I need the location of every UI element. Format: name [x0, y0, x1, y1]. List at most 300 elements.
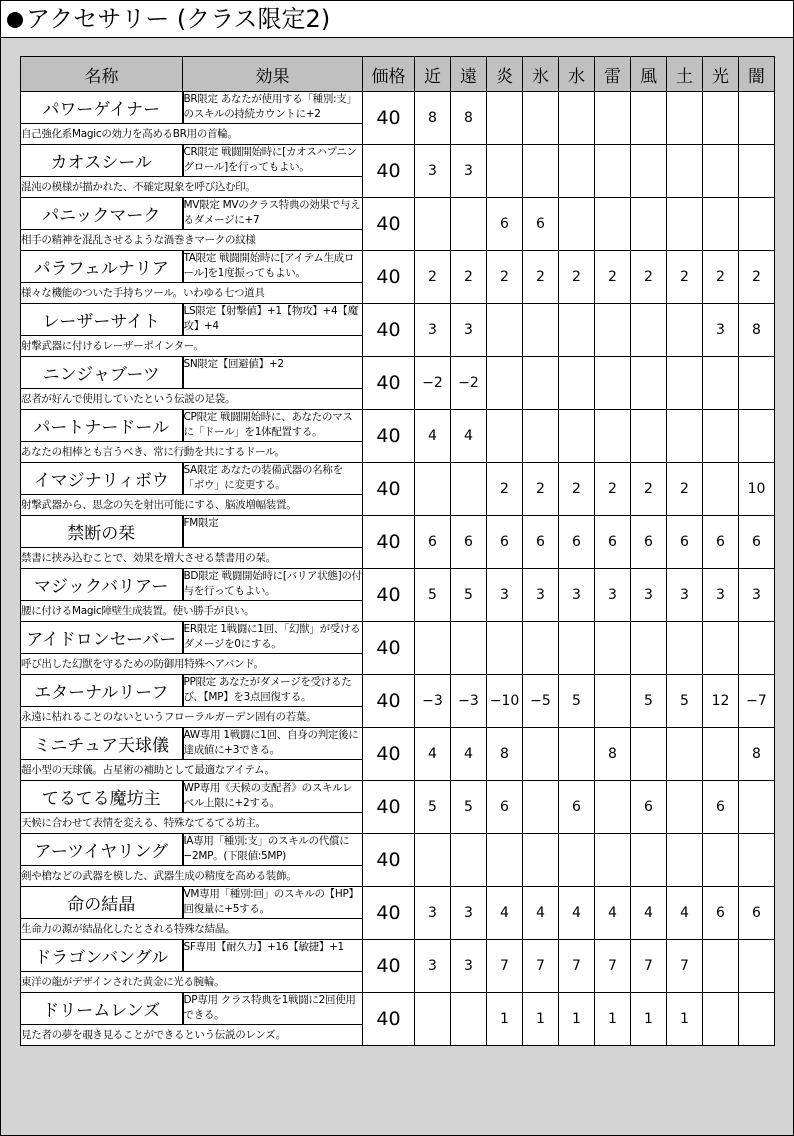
item-name: ドラゴンバングル: [21, 940, 183, 972]
item-value: [631, 304, 667, 357]
item-effect-text: PP限定 あなたがダメージを受けるたび、【MP】を3点回復する。: [183, 676, 352, 703]
item-value: [559, 145, 595, 198]
item-value: [703, 198, 739, 251]
item-value: 4: [523, 887, 559, 940]
item-price: 40: [363, 887, 415, 940]
item-value: [559, 92, 595, 145]
item-value: 6: [523, 516, 559, 569]
item-effect: [183, 357, 363, 389]
item-name: ドリームレンズ: [21, 993, 183, 1025]
item-value: 3: [667, 569, 703, 622]
item-value: [739, 145, 775, 198]
item-value: [631, 728, 667, 781]
item-price: 40: [363, 781, 415, 834]
item-value: 4: [415, 728, 451, 781]
item-price: 40: [363, 145, 415, 198]
item-price: 40: [363, 728, 415, 781]
header-fire: 炎: [487, 57, 523, 92]
item-value: [703, 410, 739, 463]
item-effect: [183, 145, 363, 177]
item-value: 6: [451, 516, 487, 569]
item-effect: [183, 251, 363, 283]
item-value: [487, 145, 523, 198]
item-effect-text: SN限定【回避値】+2: [183, 358, 284, 370]
item-price: 40: [363, 993, 415, 1046]
item-value: [667, 622, 703, 675]
item-value: [595, 622, 631, 675]
item-value: 2: [739, 251, 775, 304]
item-price: 40: [363, 940, 415, 993]
item-value: 3: [523, 569, 559, 622]
item-value: [631, 622, 667, 675]
item-value: [559, 304, 595, 357]
item-value: [631, 357, 667, 410]
item-value: 4: [451, 728, 487, 781]
item-value: [523, 622, 559, 675]
item-value: [703, 357, 739, 410]
item-value: [523, 834, 559, 887]
header-price: 価格: [363, 57, 415, 92]
header-far: 遠: [451, 57, 487, 92]
item-value: 6: [739, 887, 775, 940]
item-value: [523, 304, 559, 357]
item-effect: [183, 834, 363, 866]
item-value: 4: [595, 887, 631, 940]
item-name: ニンジャブーツ: [21, 357, 183, 389]
item-value: 3: [595, 569, 631, 622]
item-value: 8: [487, 728, 523, 781]
item-name: アイドロンセーバー: [21, 622, 183, 654]
item-value: 3: [451, 304, 487, 357]
item-value: [415, 993, 451, 1046]
item-effect-text: VM専用「種別:回」のスキルの【HP】回復量に+5する。: [183, 888, 359, 915]
header-water: 水: [559, 57, 595, 92]
item-name: パートナードール: [21, 410, 183, 442]
item-value: [631, 198, 667, 251]
item-price: 40: [363, 675, 415, 728]
item-value: [523, 781, 559, 834]
item-value: [739, 622, 775, 675]
item-value: [595, 410, 631, 463]
item-price: 40: [363, 834, 415, 887]
item-effect: [183, 940, 363, 972]
item-value: [667, 834, 703, 887]
item-value: 5: [451, 781, 487, 834]
item-value: [667, 92, 703, 145]
item-value: [487, 92, 523, 145]
bullet-dot-icon: [7, 12, 23, 28]
item-value: 5: [415, 569, 451, 622]
item-effect: [183, 675, 363, 707]
item-value: 2: [523, 463, 559, 516]
item-effect-text: AW専用 1戦闘に1回、自身の判定後に達成値に+3できる。: [183, 729, 359, 756]
item-value: 2: [523, 251, 559, 304]
item-value: 8: [451, 92, 487, 145]
item-value: [739, 940, 775, 993]
item-value: 6: [667, 516, 703, 569]
item-value: [595, 304, 631, 357]
item-value: 3: [739, 569, 775, 622]
item-value: 2: [487, 463, 523, 516]
item-value: [415, 622, 451, 675]
header-effect: 効果: [183, 57, 363, 92]
item-value: [703, 728, 739, 781]
item-price: 40: [363, 198, 415, 251]
table-row: [21, 410, 775, 442]
item-name: パラフェルナリア: [21, 251, 183, 283]
item-value: 1: [487, 993, 523, 1046]
item-value: 1: [595, 993, 631, 1046]
item-effect-text: MV限定 MVのクラス特典の効果で与えるダメージに+7: [183, 199, 361, 226]
item-value: 2: [595, 251, 631, 304]
item-value: 5: [559, 675, 595, 728]
item-value: [487, 622, 523, 675]
item-value: 8: [739, 304, 775, 357]
item-value: [559, 410, 595, 463]
header-near: 近: [415, 57, 451, 92]
item-value: [631, 410, 667, 463]
item-value: 6: [739, 516, 775, 569]
item-value: [631, 834, 667, 887]
item-value: 6: [487, 198, 523, 251]
item-value: 6: [703, 516, 739, 569]
item-value: 2: [595, 463, 631, 516]
item-value: [451, 834, 487, 887]
table-row: [21, 251, 775, 283]
item-value: 4: [559, 887, 595, 940]
item-value: 3: [559, 569, 595, 622]
item-value: 6: [523, 198, 559, 251]
item-value: 6: [631, 516, 667, 569]
item-value: 2: [559, 463, 595, 516]
item-value: −3: [451, 675, 487, 728]
item-description: 超小型の天球儀。占星術の補助として最適なアイテム。: [21, 760, 363, 781]
item-value: [631, 92, 667, 145]
item-value: 7: [523, 940, 559, 993]
item-value: 2: [487, 251, 523, 304]
item-description: 混沌の模様が描かれた、不確定現象を呼び込む印。: [21, 177, 363, 198]
item-description: 生命力の源が結晶化したとされる特殊な結晶。: [21, 919, 363, 940]
item-price: 40: [363, 251, 415, 304]
item-value: [487, 834, 523, 887]
item-value: 3: [487, 569, 523, 622]
item-effect: [183, 410, 363, 442]
table-row: [21, 887, 775, 919]
item-description: 射撃武器に付けるレーザーポインター。: [21, 336, 363, 357]
item-value: [667, 198, 703, 251]
item-effect-text: FM限定: [183, 517, 219, 529]
item-value: 3: [415, 887, 451, 940]
item-value: [523, 92, 559, 145]
item-value: [487, 304, 523, 357]
item-value: 3: [703, 304, 739, 357]
item-effect: [183, 463, 363, 495]
table-row: [21, 569, 775, 601]
item-value: [739, 357, 775, 410]
item-value: 6: [487, 516, 523, 569]
header-wind: 風: [631, 57, 667, 92]
item-description: 相手の精神を混乱させるような渦巻きマークの紋様: [21, 230, 363, 251]
item-name: カオスシール: [21, 145, 183, 177]
item-value: 6: [559, 516, 595, 569]
item-value: [739, 92, 775, 145]
item-price: 40: [363, 516, 415, 569]
item-description: 東洋の龍がデザインされた黄金に光る腕輪。: [21, 972, 363, 993]
table-row: [21, 304, 775, 336]
item-price: 40: [363, 357, 415, 410]
item-value: [595, 781, 631, 834]
item-effect-text: BR限定 あなたが使用する「種別:支」のスキルの持続カウントに+2: [183, 93, 357, 120]
item-value: [703, 940, 739, 993]
table-row: [21, 675, 775, 707]
item-value: 6: [559, 781, 595, 834]
item-price: 40: [363, 463, 415, 516]
item-value: 7: [487, 940, 523, 993]
item-value: 2: [667, 463, 703, 516]
item-description: 射撃武器から、思念の矢を射出可能にする、脳波増幅装置。: [21, 495, 363, 516]
item-effect: [183, 516, 363, 548]
item-price: 40: [363, 569, 415, 622]
item-value: [667, 304, 703, 357]
item-name: パニックマーク: [21, 198, 183, 230]
item-value: 1: [631, 993, 667, 1046]
item-value: 1: [559, 993, 595, 1046]
item-value: 4: [451, 410, 487, 463]
item-value: [703, 145, 739, 198]
item-value: 2: [451, 251, 487, 304]
item-value: 8: [415, 92, 451, 145]
item-effect: [183, 622, 363, 654]
item-description: 腰に付けるMagic障壁生成装置。使い勝手が良い。: [21, 601, 363, 622]
item-value: 3: [451, 940, 487, 993]
table-row: [21, 993, 775, 1025]
item-effect-text: SF専用【耐久力】+16【敏捷】+1: [183, 941, 344, 953]
page-title-text: アクセサリー (クラス限定2): [26, 5, 331, 33]
item-value: 5: [415, 781, 451, 834]
header-name: 名称: [21, 57, 183, 92]
table-row: [21, 198, 775, 230]
item-price: 40: [363, 304, 415, 357]
item-value: −3: [415, 675, 451, 728]
item-value: 7: [559, 940, 595, 993]
item-value: [559, 834, 595, 887]
item-value: −2: [451, 357, 487, 410]
item-value: 7: [595, 940, 631, 993]
item-name: イマジナリィボウ: [21, 463, 183, 495]
item-value: 3: [631, 569, 667, 622]
item-value: 2: [631, 251, 667, 304]
item-value: [739, 198, 775, 251]
item-name: パワーゲイナー: [21, 92, 183, 124]
item-value: [451, 993, 487, 1046]
item-effect: [183, 92, 363, 124]
item-value: 6: [703, 887, 739, 940]
item-value: [523, 357, 559, 410]
item-value: 4: [415, 410, 451, 463]
item-value: [739, 781, 775, 834]
item-value: [595, 198, 631, 251]
item-name: マジックバリアー: [21, 569, 183, 601]
item-value: 8: [595, 728, 631, 781]
item-value: [631, 145, 667, 198]
item-value: [667, 728, 703, 781]
item-description: 呼び出した幻獣を守るための防御用特殊ヘアバンド。: [21, 654, 363, 675]
item-description: あなたの相棒とも言うべき、常に行動を共にするドール。: [21, 442, 363, 463]
table-row: [21, 145, 775, 177]
item-value: [415, 463, 451, 516]
item-price: 40: [363, 92, 415, 145]
item-value: [595, 145, 631, 198]
item-description: 自己強化系Magicの効力を高めるBR用の首輪。: [21, 124, 363, 145]
accessory-table: [20, 56, 775, 1046]
table-row: [21, 463, 775, 495]
item-value: −7: [739, 675, 775, 728]
item-value: [703, 622, 739, 675]
item-value: [667, 781, 703, 834]
item-value: [415, 198, 451, 251]
item-name: てるてる魔坊主: [21, 781, 183, 813]
item-value: 1: [667, 993, 703, 1046]
item-effect-text: LS限定【射撃値】+1【物攻】+4【魔攻】+4: [183, 305, 358, 332]
item-value: [559, 728, 595, 781]
item-value: 3: [451, 145, 487, 198]
item-name: アーツイヤリング: [21, 834, 183, 866]
item-value: 2: [631, 463, 667, 516]
item-description: 忍者が好んで使用していたという伝説の足袋。: [21, 389, 363, 410]
item-value: 3: [703, 569, 739, 622]
item-value: [523, 410, 559, 463]
item-value: 3: [415, 940, 451, 993]
item-description: 天候に合わせて表情を変える、特殊なてるてる坊主。: [21, 813, 363, 834]
item-value: [415, 834, 451, 887]
item-effect-text: CR限定 戦闘開始時に[カオスハプニングロール]を行ってもよい。: [183, 146, 357, 173]
item-value: [739, 410, 775, 463]
item-effect: [183, 569, 363, 601]
item-value: 10: [739, 463, 775, 516]
item-value: [703, 92, 739, 145]
item-value: 3: [415, 145, 451, 198]
item-value: [703, 463, 739, 516]
item-name: レーザーサイト: [21, 304, 183, 336]
item-value: 5: [631, 675, 667, 728]
table-row: [21, 357, 775, 389]
item-effect: [183, 304, 363, 336]
item-value: −2: [415, 357, 451, 410]
item-value: [595, 834, 631, 887]
item-effect-text: BD限定 戦闘開始時に[バリア状態]の付与を行ってもよい。: [183, 570, 362, 597]
item-effect-text: WP専用《天候の支配者》のスキルレベル上限に+2する。: [183, 782, 353, 809]
item-name: ミニチュア天球儀: [21, 728, 183, 760]
item-value: 7: [667, 940, 703, 993]
table-row: [21, 940, 775, 972]
header-earth: 土: [667, 57, 703, 92]
item-value: [667, 145, 703, 198]
item-value: −5: [523, 675, 559, 728]
item-effect: [183, 781, 363, 813]
table-row: [21, 622, 775, 654]
item-value: [523, 145, 559, 198]
header-row: [21, 57, 775, 92]
item-effect: [183, 198, 363, 230]
item-value: 2: [415, 251, 451, 304]
page-title: [1, 1, 793, 38]
item-effect-text: TA限定 戦闘開始時に[アイテム生成ロール]を1度振ってもよい。: [183, 252, 355, 279]
item-value: [559, 622, 595, 675]
item-effect: [183, 728, 363, 760]
item-value: 4: [487, 887, 523, 940]
item-effect-text: IA専用「種別:支」のスキルの代償に−2MP。(下限値:5MP): [183, 835, 350, 862]
item-value: 3: [451, 887, 487, 940]
item-effect-text: ER限定 1戦闘に1回、「幻獣」が受けるダメージを0にする。: [183, 623, 361, 650]
item-value: [595, 357, 631, 410]
item-value: [559, 357, 595, 410]
item-name: 命の結晶: [21, 887, 183, 919]
item-value: 6: [703, 781, 739, 834]
item-value: [667, 410, 703, 463]
item-value: 2: [559, 251, 595, 304]
item-effect: [183, 993, 363, 1025]
table-row: [21, 92, 775, 124]
item-value: [451, 463, 487, 516]
item-value: [451, 622, 487, 675]
header-thunder: 雷: [595, 57, 631, 92]
item-description: 剣や槍などの武器を模した、武器生成の精度を高める装飾。: [21, 866, 363, 887]
item-value: [487, 410, 523, 463]
item-value: [595, 675, 631, 728]
item-value: −10: [487, 675, 523, 728]
item-price: 40: [363, 622, 415, 675]
item-value: [703, 993, 739, 1046]
item-value: [739, 993, 775, 1046]
item-value: 1: [523, 993, 559, 1046]
item-name: 禁断の栞: [21, 516, 183, 548]
item-value: 6: [595, 516, 631, 569]
item-effect-text: SA限定 あなたの装備武器の名称を「ボウ」に変更する。: [183, 464, 343, 491]
item-value: 6: [415, 516, 451, 569]
item-value: 7: [631, 940, 667, 993]
item-value: 5: [451, 569, 487, 622]
item-value: 2: [703, 251, 739, 304]
table-row: [21, 728, 775, 760]
item-value: [667, 357, 703, 410]
item-value: [451, 198, 487, 251]
item-effect: [183, 887, 363, 919]
item-value: 5: [667, 675, 703, 728]
item-effect-text: CP限定 戦闘開始時に、あなたのマスに「ドール」を1体配置する。: [183, 411, 353, 438]
header-ice: 氷: [523, 57, 559, 92]
item-value: 4: [631, 887, 667, 940]
item-effect-text: DP専用 クラス特典を1戦闘に2回使用できる。: [183, 994, 356, 1021]
item-value: 2: [667, 251, 703, 304]
item-value: 4: [667, 887, 703, 940]
item-value: 12: [703, 675, 739, 728]
table-row: [21, 781, 775, 813]
item-description: 禁書に挟み込むことで、効果を増大させる禁書用の栞。: [21, 548, 363, 569]
item-description: 永遠に枯れることのないというフローラルガーデン固有の若葉。: [21, 707, 363, 728]
item-description: 見た者の夢を覗き見ることができるという伝説のレンズ。: [21, 1025, 363, 1046]
table-row: [21, 834, 775, 866]
item-value: [703, 834, 739, 887]
header-dark: 闇: [739, 57, 775, 92]
item-name: エターナルリーフ: [21, 675, 183, 707]
item-value: 8: [739, 728, 775, 781]
item-value: 3: [415, 304, 451, 357]
item-value: 6: [631, 781, 667, 834]
header-light: 光: [703, 57, 739, 92]
table-body: [21, 92, 775, 1046]
item-description: 様々な機能のついた手持ちツール。いわゆる七つ道具: [21, 283, 363, 304]
item-value: [739, 834, 775, 887]
